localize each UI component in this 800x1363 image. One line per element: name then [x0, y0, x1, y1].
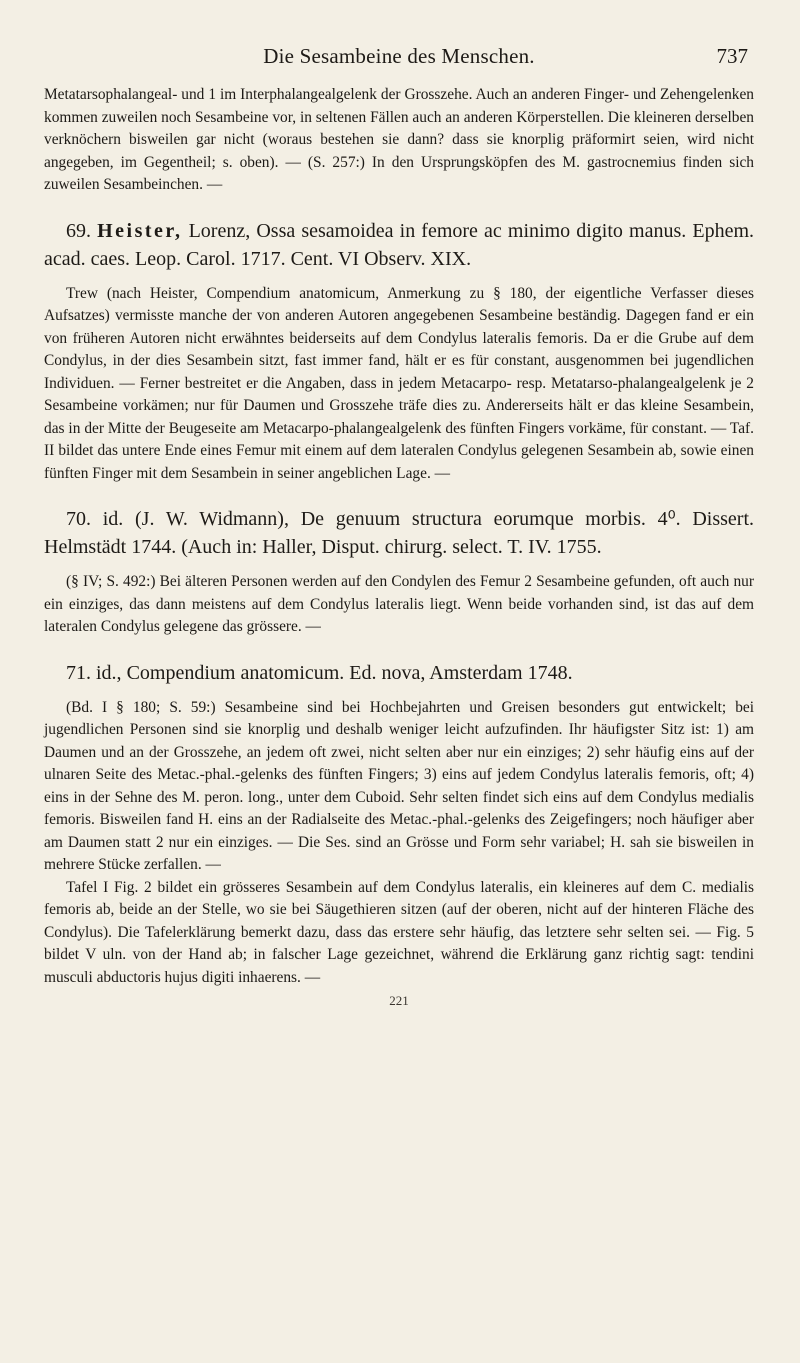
entry-heading [44, 659, 754, 687]
entry-number: 69. [66, 219, 91, 242]
entry-author: Heister, [97, 219, 183, 242]
page-number: 737 [716, 44, 748, 68]
entry-paragraph: (Bd. I § 180; S. 59:) Sesambeine sind bei Hochbejahrten und Greisen besonders gut entwickelt; bei jugendlichen Personen sind sie knorplig und deshalb weniger leicht aufzufinden. Ihr häufigster Sitz ist: 1) am Daumen und an der Grosszehe, an jedem oft zwei, nicht selten aber nur ein einziges; 2) sehr häufig eins auf der ulnaren Seite des Metac.-phal.-gelenks des fünften Fingers; 3) eins auf jedem Condylus lateralis femoris, oft; 4) eins in der Sehne des M. peron. long., unter dem Cuboid. Sehr selten findet sich eins auf dem Condylus medialis femoris. Bisweilen fand H. eins an der Radialseite des Metac.-phal.-gelenks des Zeigefingers; noch häufiger aber am Daumen statt 2 nur ein einziges. — Die Ses. sind an Grösse und Form sehr variabel; H. sah sie bisweilen in mehrere Stücke zerfallen. — [44, 698, 754, 873]
entry-heading [44, 217, 754, 273]
page-header [44, 44, 754, 84]
bibliography-entry-71 [44, 659, 754, 990]
entry-paragraph: Tafel I Fig. 2 bildet ein grösseres Sesambein auf dem Condylus lateralis, ein kleineres auf dem C. medialis femoris ab, beide an der Stelle, wo sie bei Säugethieren sitzen (auf der oberen, nicht auf der hinteren Fläche des Condylus). Die Tafelerklärung bemerkt dazu, dass das erstere sehr häufig, das letztere sehr selten sei. — Fig. 5 bildet V uln. von der Hand ab; in falscher Lage gezeichnet, während die Erklärung ganz richtig sagt: tendini musculi abductoris hujus digiti inhaerens. — [44, 878, 754, 986]
entry-paragraph: Trew (nach Heister, Compendium anatomicum, Anmerkung zu § 180, der eigentliche Verfasser dieses Aufsatzes) vermisste manche der von anderen Autoren angegebenen Sesambeine beständig. Dagegen fand er ein von früheren Autoren nicht erwähntes beiderseits auf dem Condylus lateralis femoris. Da er die Grube auf dem Condylus, in der dies Sesambein sitzt, fast immer fand, hält er es für constant, ausgenommen bei jugendlichen Individuen. — Ferner bestreitet er die Angaben, dass in jedem Metacarpo- resp. Metatarso-phalangealgelenk je 2 Sesambeine vorkämen; nur für Daumen und Grosszehe träfe dies zu. Andererseits hält er das kleine Sesambein, das in der Mitte der Beugeseite am Metacarpo-phalangealgelenk des fünften Fingers vorkäme, für constant. — Taf. II bildet das untere Ende eines Femur mit einem auf dem lateralen Condylus gelegenen Sesambein ab, sowie einen fünften Finger mit dem Sesambein in seiner angeblichen Lage. — [44, 284, 754, 482]
book-page [44, 44, 754, 1009]
entry-title: Compendium anatomicum. Ed. nova, Amsterdam 1748. [121, 661, 573, 684]
running-head: Die Sesambeine des Menschen. [263, 44, 535, 68]
entry-author: id. [102, 508, 124, 530]
bibliography-entry-70 [44, 505, 754, 639]
entry-number: 70. [66, 508, 91, 530]
entry-number: 71. [66, 661, 91, 684]
signature-mark: 221 [389, 993, 409, 1008]
entry-paragraph: (§ IV; S. 492:) Bei älteren Personen werden auf den Condylen des Femur 2 Sesambeine gefunden, oft auch nur ein einziges, das dann meistens auf dem Condylus lateralis liegt. Wenn beide vorhanden sind, ist das auf dem lateralen Condylus gelegene das grössere. — [44, 573, 754, 635]
intro-paragraph: Metatarsophalangeal- und 1 im Interphalangealgelenk der Grosszehe. Auch an anderen Finger- und Zehengelenken kommen zuweilen noch Sesambeine vor, in seltenen Fällen auch an anderen Körperstellen. Die kleineren derselben verknöchern bisweilen gar nicht (woraus bestehen sie dann? dass sie knorplig präformirt seien, wird nicht angegeben, im Gegentheil; s. oben). — (S. 257:) In den Ursprungsköpfen des M. gastrocnemius finden sich zuweilen Sesambeinchen. — [44, 86, 754, 193]
entry-author: id., [96, 661, 122, 684]
bibliography-entry-69 [44, 217, 754, 486]
entry-title: Lorenz, Ossa sesamoidea in femore ac minimo digito manus. Ephem. acad. caes. Leop. Carol. 1717. Cent. VI Observ. XIX. [44, 219, 755, 270]
entry-title: (J. W. Widmann), De genuum structura eorumque morbis. 4⁰. Dissert. Helmstädt 1744. (Auch in: Haller, Disput. chirurg. select. T. IV. 1755. [44, 508, 755, 558]
entry-heading [44, 505, 754, 561]
